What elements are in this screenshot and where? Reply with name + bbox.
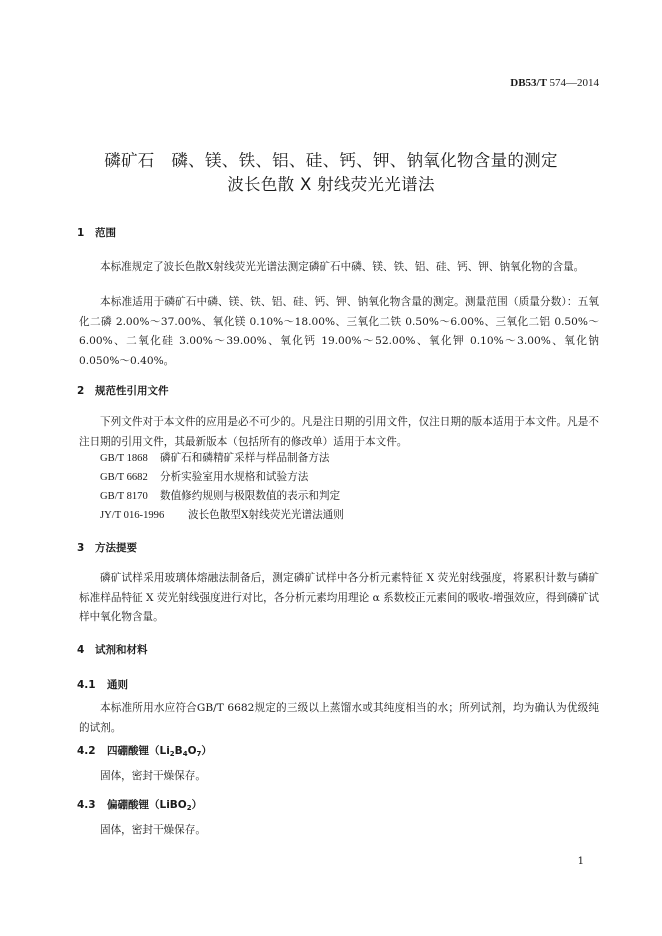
section-title: 方法提要 xyxy=(95,542,137,554)
section-title: 规范性引用文件 xyxy=(95,385,169,397)
document-title-line1: 磷矿石 磷、镁、铁、铝、硅、钙、钾、钠氧化物含量的测定 xyxy=(104,151,558,170)
reference-title: 磷矿石和磷精矿采样与样品制备方法 xyxy=(160,452,330,464)
formula-subscript: 2 xyxy=(186,804,192,812)
subsection-4-2-paragraph: 固体，密封干燥保存。 xyxy=(100,770,206,782)
formula-part: ） xyxy=(201,745,212,757)
reference-title: 数值修约规则与极限数值的表示和判定 xyxy=(160,490,341,502)
reference-code: GB/T 8170 xyxy=(100,491,148,502)
section-1-paragraph-2: 本标准适用于磷矿石中磷、镁、铁、铝、硅、钙、钾、钠氧化物含量的测定。测量范围（质量分数）：五氧化二磷 2.00%～37.00%、氧化镁 0.10%～18.00%、三氧化二铁 0.50%～6.00%、三氧化二铝 0.50%～6.00%、二氧化硅 3.00%～39.00%、氧化钙 19.00%～52.00%、氧化钾 0.10%～3.00%、氧化钠 0.050%～0.40%。 xyxy=(79,296,599,367)
formula-part: 四硼酸锂（Li xyxy=(107,745,170,757)
section-3-heading xyxy=(77,540,137,555)
subsection-title: 通则 xyxy=(107,679,128,691)
subsection-4-1-paragraph: 本标准所用水应符合GB/T 6682规定的三级以上蒸馏水或其纯度相当的水；所列试剂，均为确认为优级纯的试剂。 xyxy=(79,702,599,734)
reference-item xyxy=(100,507,344,522)
code-number: 574—2014 xyxy=(549,77,599,89)
subsection-4-3-heading xyxy=(77,797,202,812)
page-number: 1 xyxy=(577,856,584,867)
section-3-paragraph-1: 磷矿试样采用玻璃体熔融法制备后，测定磷矿试样中各分析元素特征 X 荧光射线强度，将累积计数与磷矿标准样品特征 X 荧光射线强度进行对比，各分析元素均用理论 α 系数校正元素间的吸收-增强效应，得到磷矿试样中氧化物含量。 xyxy=(79,572,599,624)
formula-part: B xyxy=(174,745,183,757)
reference-code: GB/T 1868 xyxy=(100,453,148,464)
section-4-heading xyxy=(77,642,148,657)
section-title: 试剂和材料 xyxy=(95,644,148,656)
formula-subscript: 4 xyxy=(182,750,188,758)
section-number: 2 xyxy=(77,385,85,397)
reference-title: 分析实验室用水规格和试验方法 xyxy=(160,471,309,483)
document-title-line2: 波长色散 X 射线荧光光谱法 xyxy=(227,175,435,194)
section-number: 4 xyxy=(77,644,85,656)
reference-code: GB/T 6682 xyxy=(100,472,148,483)
formula-subscript: 2 xyxy=(169,750,175,758)
code-prefix: DB53/T xyxy=(510,77,547,89)
subsection-number: 4.1 xyxy=(77,679,96,691)
reference-item xyxy=(100,469,308,484)
document-code xyxy=(510,77,599,89)
subsection-4-1-heading xyxy=(77,677,128,692)
reference-item xyxy=(100,450,330,465)
section-2-paragraph-1: 下列文件对于本文件的应用是必不可少的。凡是注日期的引用文件，仅注日期的版本适用于本文件。凡是不注日期的引用文件，其最新版本（包括所有的修改单）适用于本文件。 xyxy=(79,416,599,448)
section-number: 3 xyxy=(77,542,85,554)
subsection-number: 4.2 xyxy=(77,745,96,757)
subsection-4-2-heading xyxy=(77,743,212,758)
section-2-heading xyxy=(77,383,169,398)
section-title: 范围 xyxy=(95,227,116,239)
formula-part: O xyxy=(187,745,197,757)
formula-part: 偏硼酸锂（LiBO xyxy=(107,799,187,811)
reference-item xyxy=(100,488,340,503)
subsection-number: 4.3 xyxy=(77,799,96,811)
reference-title: 波长色散型X射线荧光光谱法通则 xyxy=(188,509,344,521)
section-number: 1 xyxy=(77,227,85,239)
formula-subscript: 7 xyxy=(196,750,202,758)
section-1-paragraph-1: 本标准规定了波长色散X射线荧光光谱法测定磷矿石中磷、镁、铁、铝、硅、钙、钾、钠氧化物的含量。 xyxy=(100,261,585,273)
section-1-heading xyxy=(77,225,116,240)
reference-code: JY/T 016-1996 xyxy=(100,510,165,521)
formula-part: ） xyxy=(191,799,203,811)
subsection-4-3-paragraph: 固体，密封干燥保存。 xyxy=(100,824,206,836)
